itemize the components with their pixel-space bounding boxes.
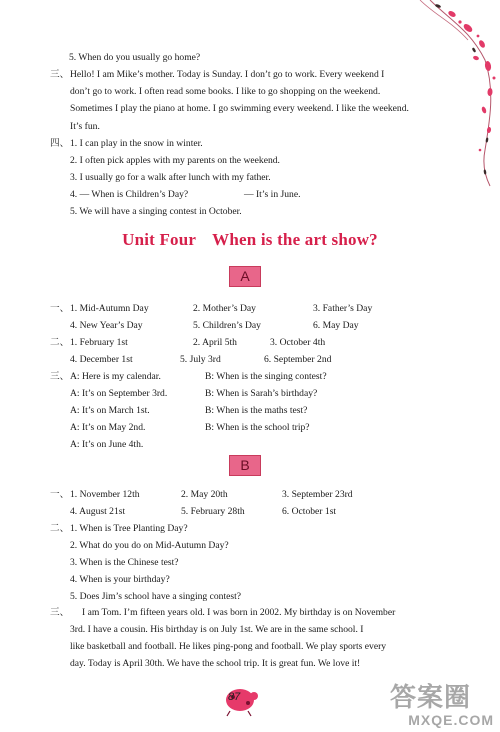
b-s3-line-1: I am Tom. I’m fifteen years old. I was born in 2002. My birthday is on November <box>82 607 396 618</box>
b-s2-item: 3. When is the Chinese test? <box>70 557 179 568</box>
a-s1-item: 4. New Year’s Day <box>70 320 143 331</box>
a-s1-item: 6. May Day <box>313 320 359 331</box>
a-section-3-marker: 三、 <box>50 371 70 382</box>
b-s2-item: 1. When is Tree Planting Day? <box>70 523 188 534</box>
b-section-3-marker: 三、 <box>50 607 70 618</box>
a-s2-item: 5. July 3rd <box>180 354 221 365</box>
a-section-2-marker: 二、 <box>50 337 70 348</box>
b-s2-item: 2. What do you do on Mid-Autumn Day? <box>70 540 229 551</box>
a-s2-item: 4. December 1st <box>70 354 133 365</box>
page-number: 87 <box>228 691 241 703</box>
part-a-badge: A <box>229 266 261 287</box>
section-4-item-5: 5. We will have a singing contest in October. <box>70 206 242 217</box>
section-4-item-2: 2. I often pick apples with my parents on the weekend. <box>70 155 280 166</box>
a-s3-right: B: When is the singing contest? <box>205 371 327 382</box>
unit-title-number: Unit Four <box>122 230 197 249</box>
a-s3-left: A: Here is my calendar. <box>70 371 161 382</box>
unit-title <box>0 230 500 250</box>
section-4-item-4: 4. — When is Children’s Day? <box>70 189 189 200</box>
section-4-item-4-answer: — It’s in June. <box>244 189 301 200</box>
b-s1-item: 4. August 21st <box>70 506 126 517</box>
question-5-carryover: 5. When do you usually go home? <box>69 52 201 63</box>
a-s1-item: 2. Mother’s Day <box>193 303 256 314</box>
a-s2-item: 1. February 1st <box>70 337 128 348</box>
watermark-logo <box>390 684 500 730</box>
b-s3-line-4: day. Today is April 30th. We have the school trip. It is great fun. We love it! <box>70 658 361 669</box>
section-4-item-1: 1. I can play in the snow in winter. <box>70 138 203 149</box>
unit-title-text: When is the art show? <box>212 230 378 249</box>
a-s1-item: 3. Father’s Day <box>313 303 373 314</box>
b-s2-item: 4. When is your birthday? <box>70 574 170 585</box>
b-s3-line-2: 3rd. I have a cousin. His birthday is on July 1st. We are in the same school. I <box>70 624 364 635</box>
b-s1-item: 5. February 28th <box>181 506 245 517</box>
a-s3-right: B: When is the school trip? <box>205 422 310 433</box>
a-s3-left: A: It’s on March 1st. <box>70 405 150 416</box>
section-4-item-3: 3. I usually go for a walk after lunch with my father. <box>70 172 271 183</box>
section-3-marker: 三、 <box>50 69 70 80</box>
b-s2-item: 5. Does Jim’s school have a singing contest? <box>70 591 242 602</box>
b-s1-item: 1. November 12th <box>70 489 140 500</box>
a-s3-left: A: It’s on June 4th. <box>70 439 144 450</box>
b-section-1-marker: 一、 <box>50 489 70 500</box>
a-s1-item: 1. Mid-Autumn Day <box>70 303 149 314</box>
section-4-marker: 四、 <box>50 138 70 149</box>
b-s3-line-3: like basketball and football. He likes ping-pong and football. We play sports every <box>70 641 387 652</box>
watermark-url: MXQE.COM <box>408 712 494 728</box>
a-section-1-marker: 一、 <box>50 303 70 314</box>
a-s3-left: A: It’s on September 3rd. <box>70 388 168 399</box>
b-s1-item: 3. September 23rd <box>282 489 353 500</box>
a-s3-right: B: When is Sarah’s birthday? <box>205 388 318 399</box>
ladybug-page-icon <box>218 684 264 718</box>
b-s1-item: 2. May 20th <box>181 489 228 500</box>
a-s2-item: 2. April 5th <box>193 337 237 348</box>
b-s1-item: 6. October 1st <box>282 506 337 517</box>
a-s2-item: 6. September 2nd <box>264 354 332 365</box>
watermark-chinese: 答案圈 <box>390 683 472 713</box>
a-s1-item: 5. Children’s Day <box>193 320 261 331</box>
a-s3-right: B: When is the maths test? <box>205 405 308 416</box>
section-3-line-2: don’t go to work. I often read some books. I like to go shopping on the weekend. <box>70 86 381 97</box>
floral-vine-decoration <box>390 0 500 190</box>
part-b-badge: B <box>229 455 261 476</box>
a-s3-left: A: It’s on May 2nd. <box>70 422 146 433</box>
section-3-line-1: Hello! I am Mike’s mother. Today is Sunday. I don’t go to work. Every weekend I <box>70 69 385 80</box>
a-s2-item: 3. October 4th <box>270 337 326 348</box>
section-3-line-4: It’s fun. <box>70 121 100 132</box>
b-section-2-marker: 二、 <box>50 523 70 534</box>
section-3-line-3: Sometimes I play the piano at home. I go swimming every weekend. I like the weekend. <box>70 103 409 114</box>
